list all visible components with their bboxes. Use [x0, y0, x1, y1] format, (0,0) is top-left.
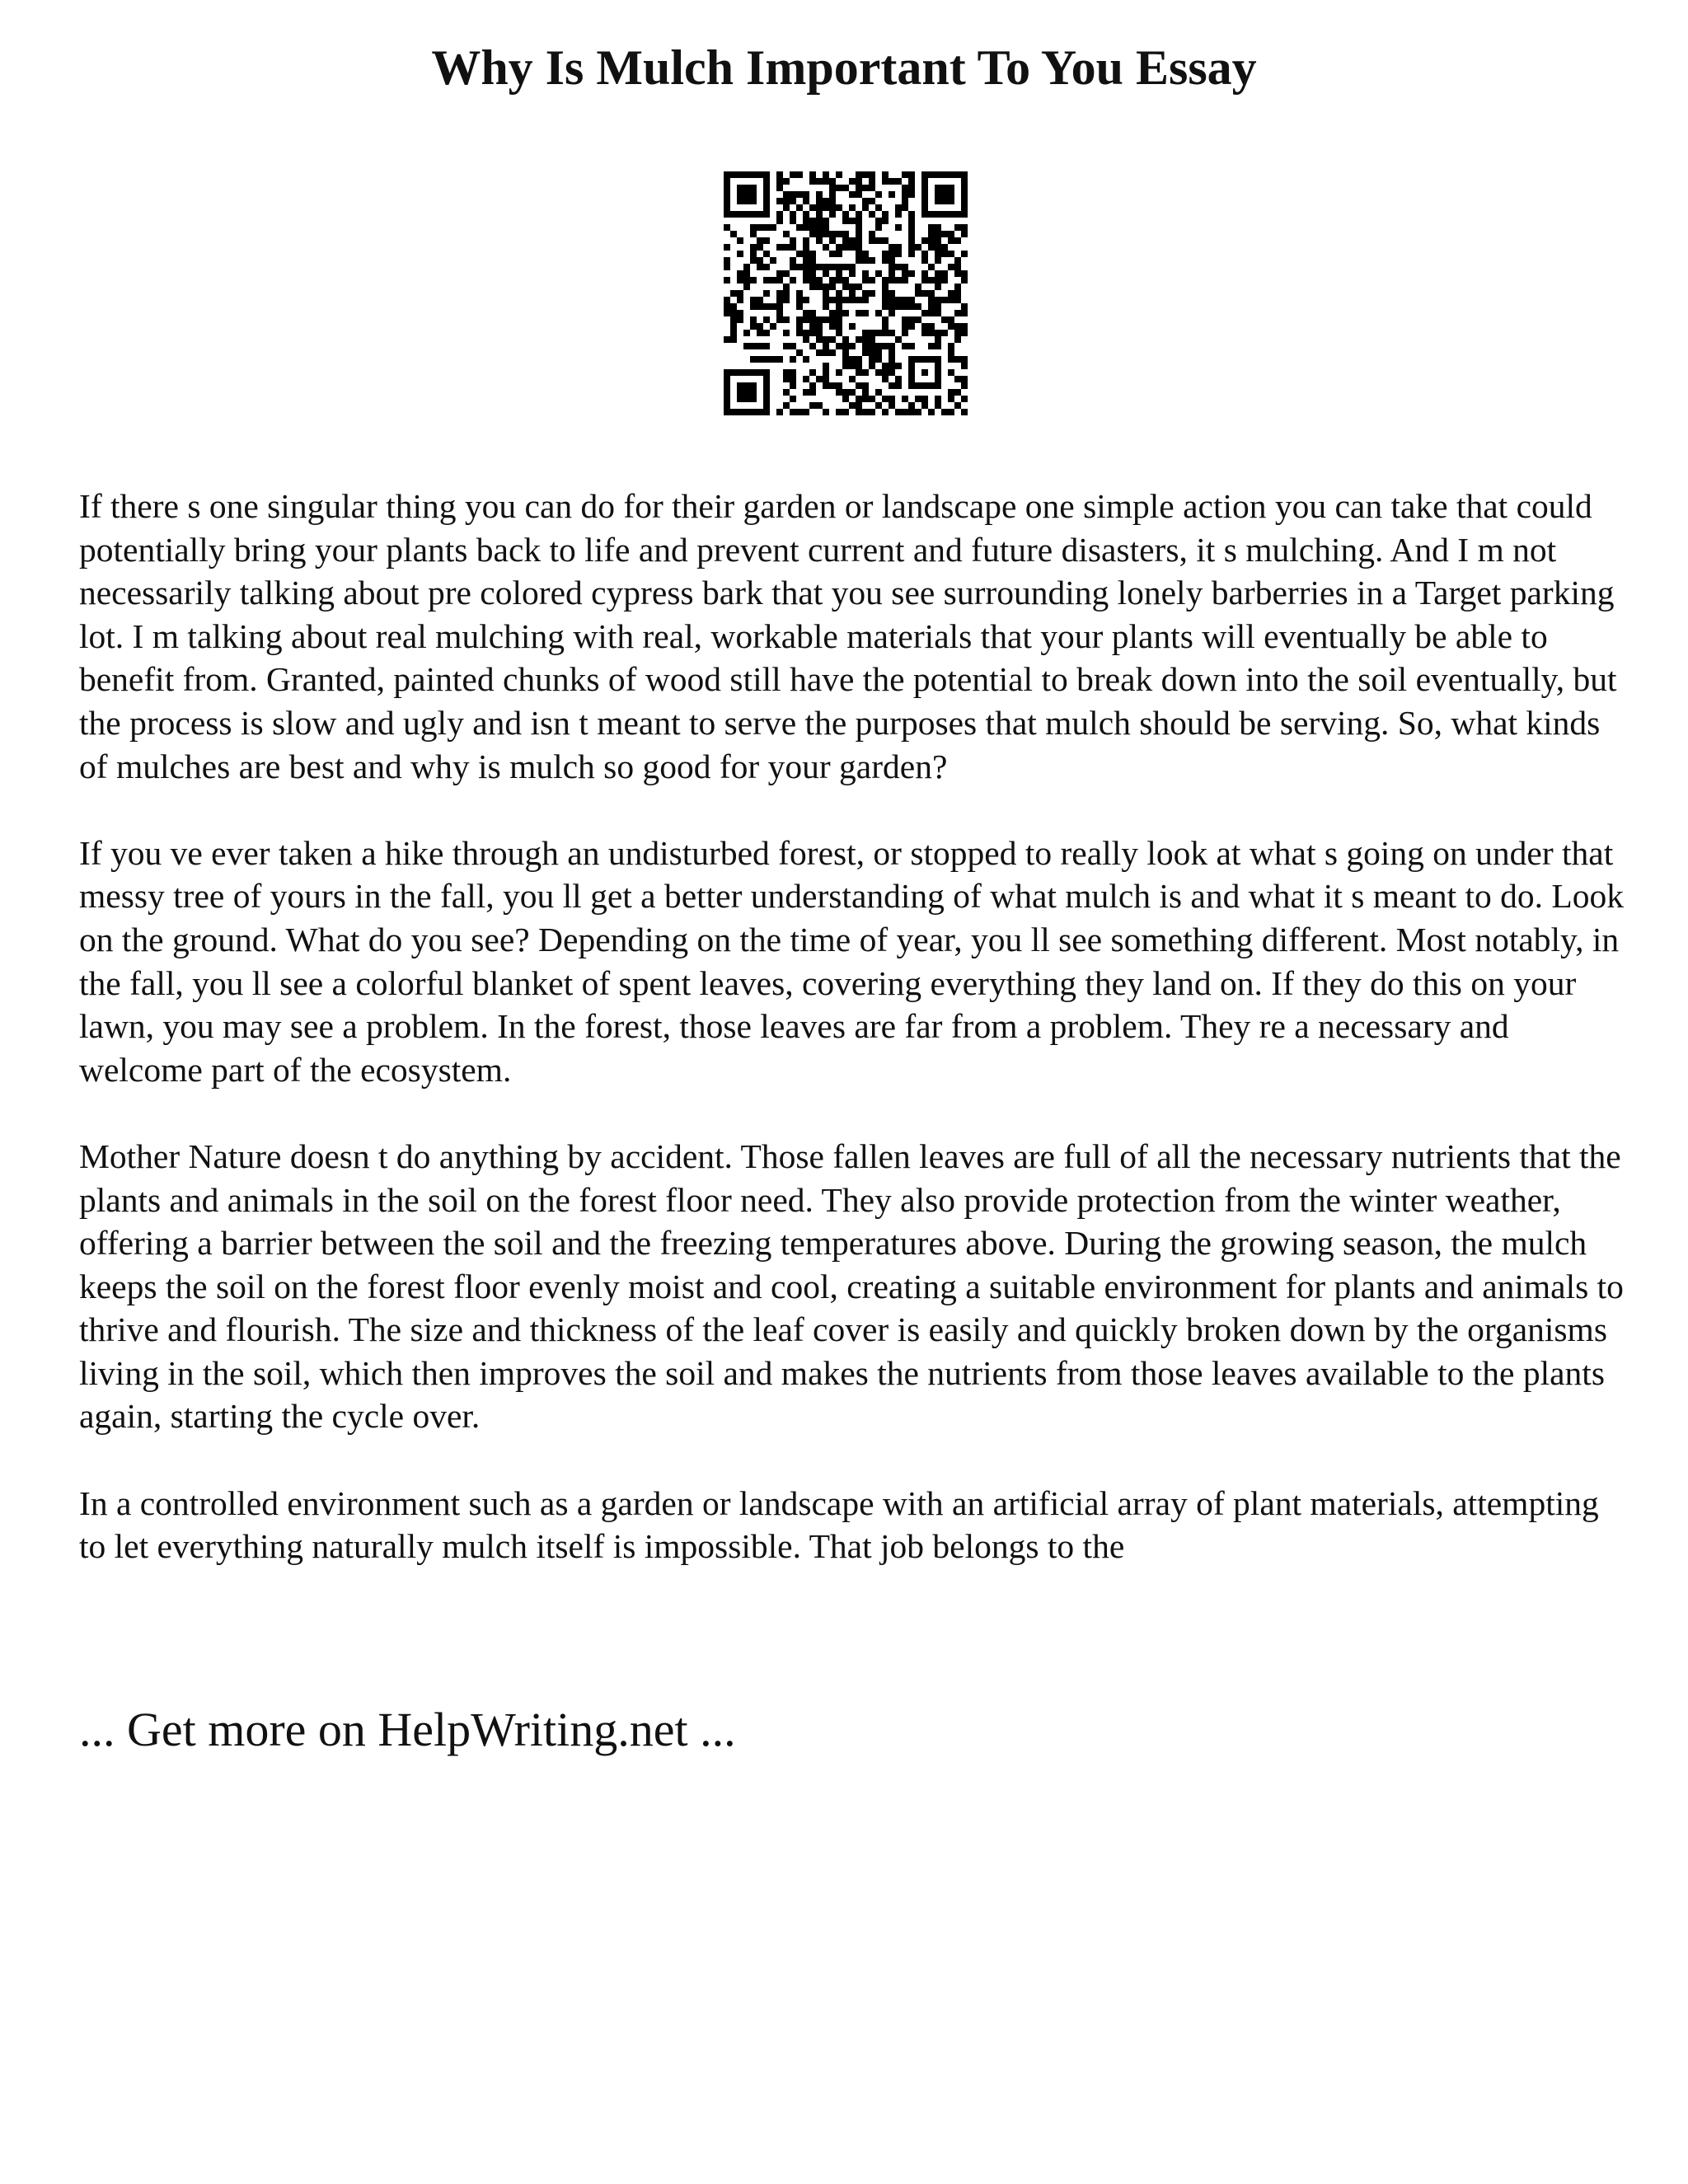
- document-title: Why Is Mulch Important To You Essay: [431, 40, 1257, 95]
- essay-body: [79, 485, 1629, 1611]
- qr-code-icon: [724, 171, 968, 415]
- essay-paragraph-3: Mother Nature doesn t do anything by accident. Those fallen leaves are full of all the necessary nutrients that the plants and animals in the soil on the forest floor need. They also provide protection from the winter weather, offering a barrier between the soil and the freezing temperatures above. During the growing season, the mulch keeps the soil on the forest floor evenly moist and cool, creating a suitable environment for plants and animals to thrive and flourish. The size and thickness of the leaf cover is easily and quickly broken down by the organisms living in the soil, which then improves the soil and makes the nutrients from those leaves available to the plants again, starting the cycle over.: [79, 1137, 1624, 1436]
- essay-paragraph-4: In a controlled environment such as a garden or landscape with an artificial array of plant materials, attempting to let everything naturally mulch itself is impossible. That job belongs to the: [79, 1483, 1599, 1566]
- essay-paragraph-2: If you ve ever taken a hike through an undisturbed forest, or stopped to really look at what s going on under that messy tree of yours in the fall, you ll get a better understanding of what mulch is and what it s meant to do. Look on the ground. What do you see? Depending on the time of year, you ll see something different. Most notably, in the fall, you ll see a colorful blanket of spent leaves, covering everything they land on. If they do this on your lawn, you may see a problem. In the forest, those leaves are far from a problem. They re a necessary and welcome part of the ecosystem.: [79, 833, 1625, 1089]
- essay-paragraph-1: If there s one singular thing you can do for their garden or landscape one simple action you can take that could potentially bring your plants back to life and prevent current and future disasters, it s mulching. And I m not necessarily talking about pre colored cypress bark that you see surrounding lonely barberries in a Target parking lot. I m talking about real mulching with real, workable materials that your plants will eventually be able to benefit from. Granted, painted chunks of wood still have the potential to break down into the soil eventually, but the process is slow and ugly and isn t meant to serve the purposes that mulch should be serving. So, what kinds of mulches are best and why is mulch so good for your garden?: [79, 487, 1617, 785]
- get-more-link[interactable]: ... Get more on HelpWriting.net ...: [79, 1703, 736, 1756]
